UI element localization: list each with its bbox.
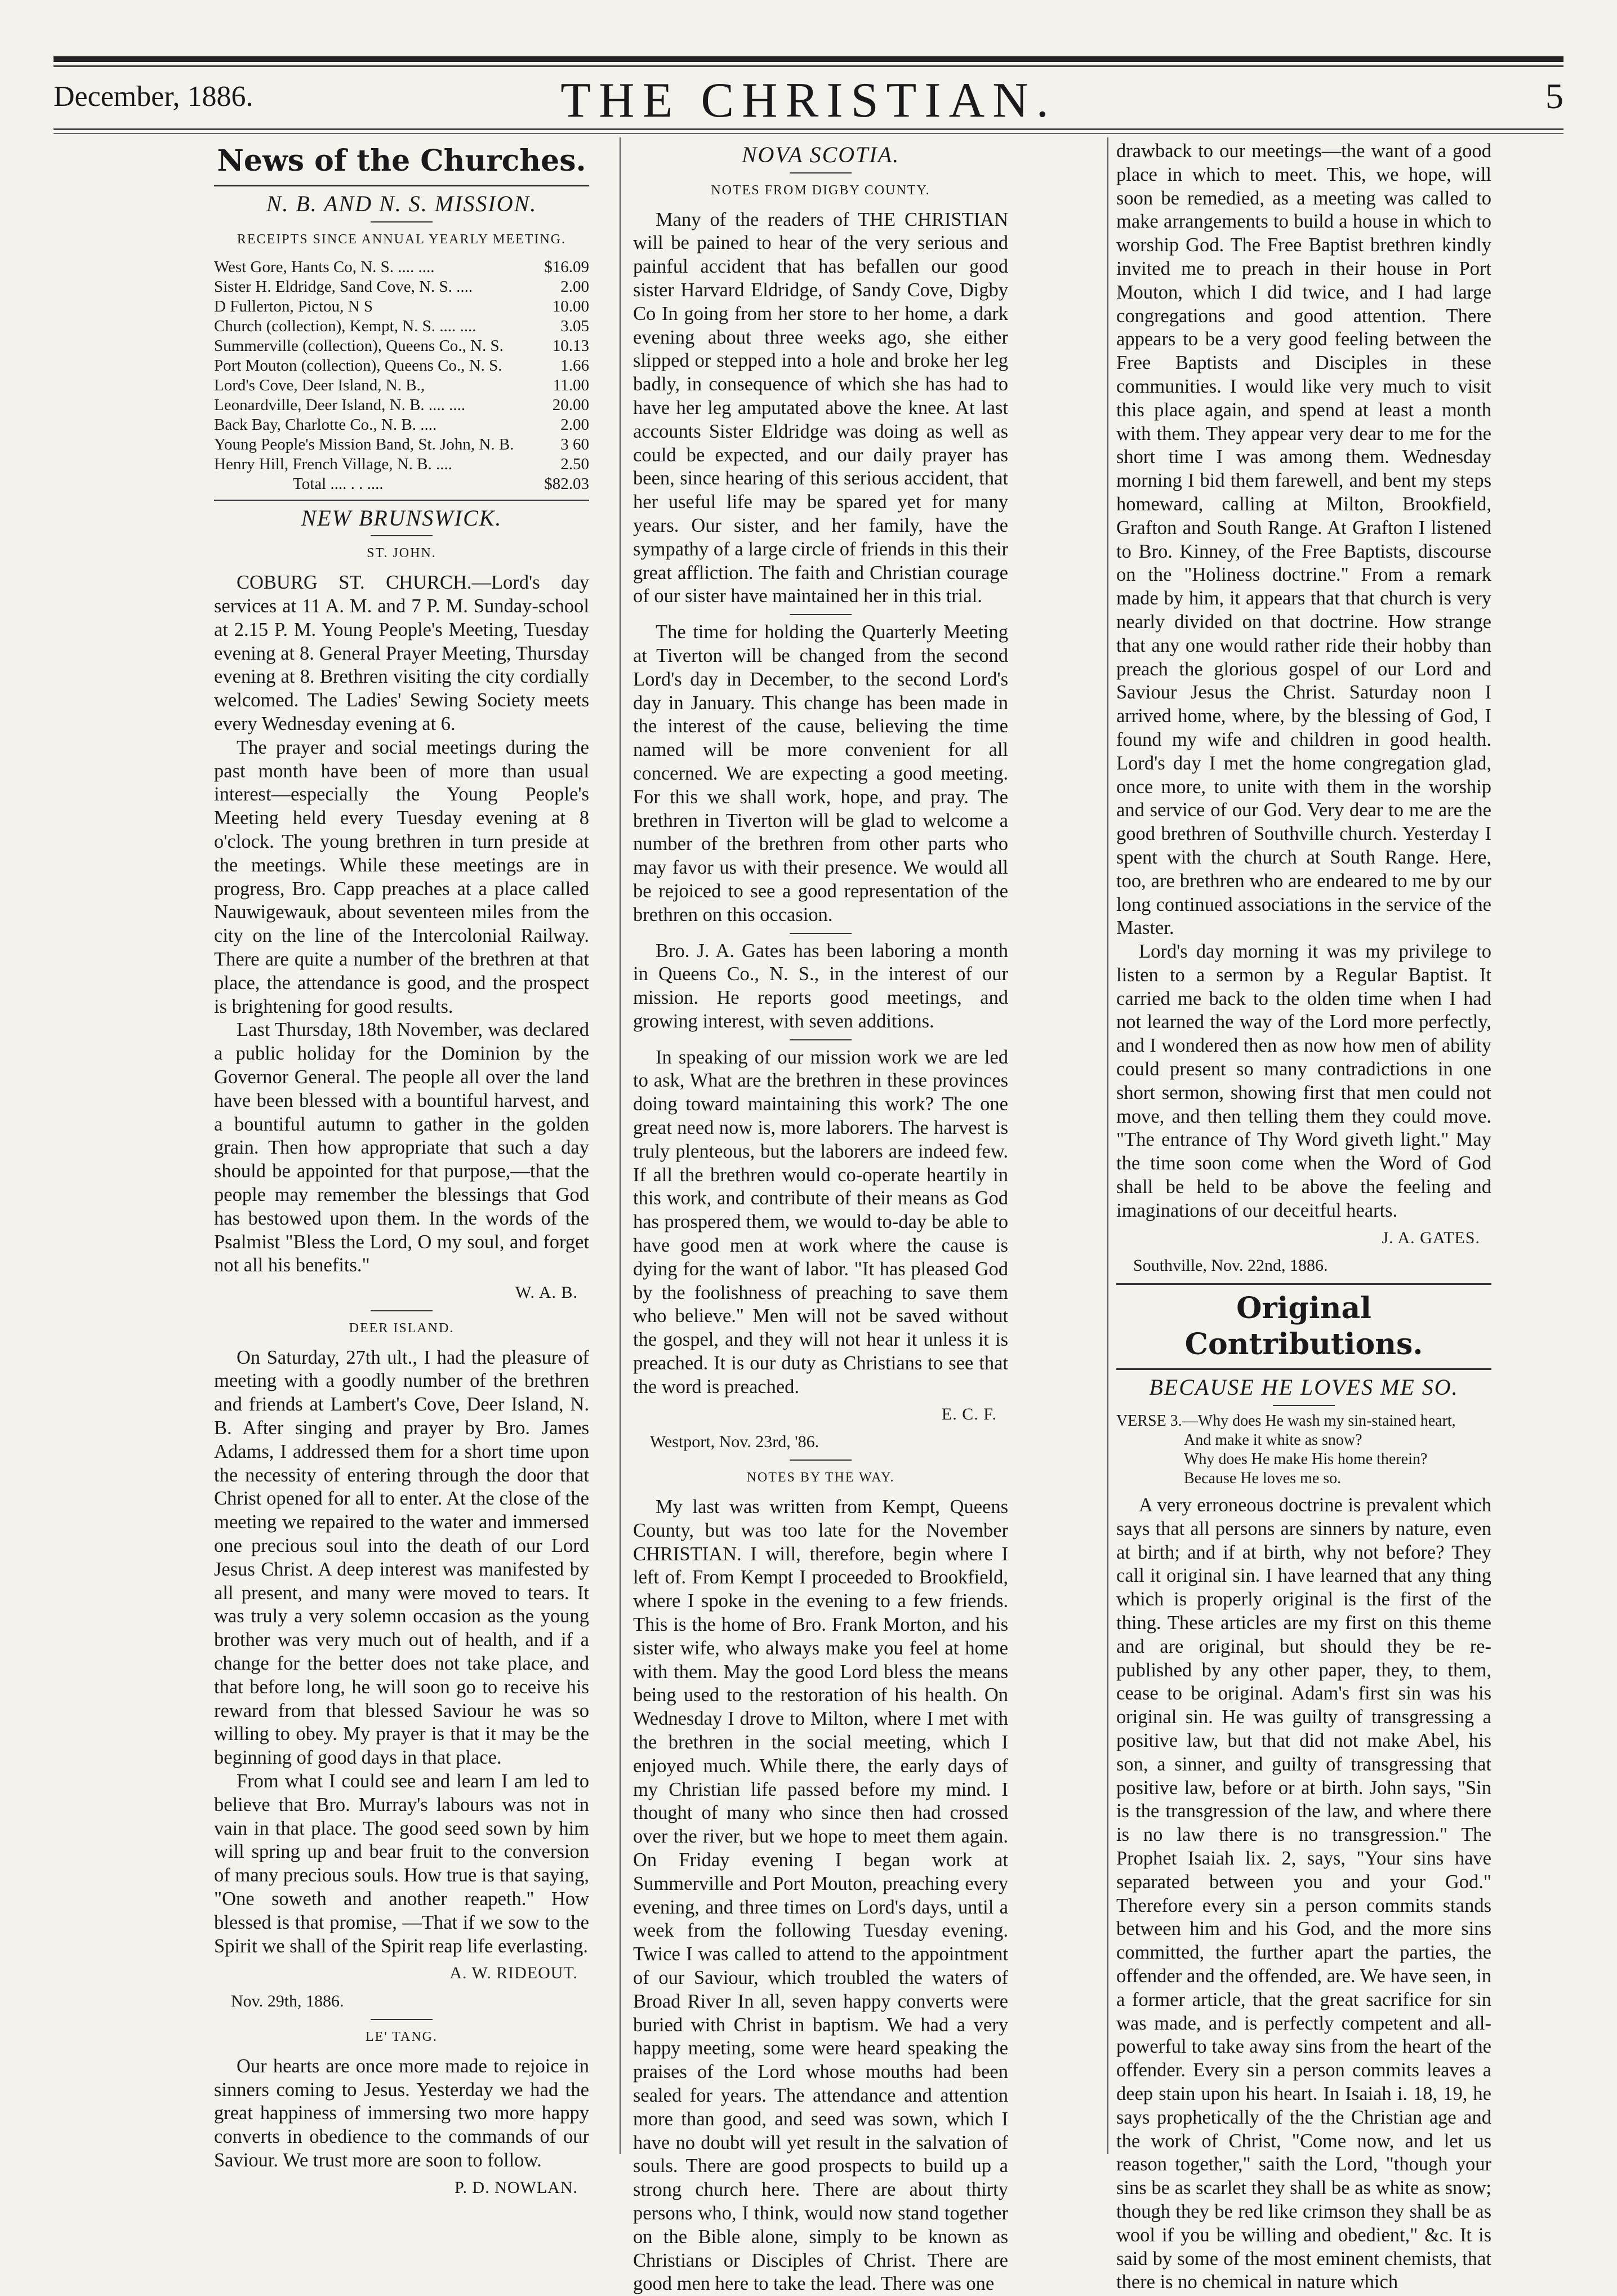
short-rule [790, 1039, 852, 1040]
section-heading-mission: N. B. AND N. S. MISSION. [266, 191, 537, 216]
receipt-row [214, 455, 589, 474]
receipt-name: Leonardville, Deer Island, N. B. .... .... [214, 395, 466, 414]
masthead-bottom-rule [54, 128, 1563, 130]
article-paragraph: On Saturday, 27th ult., I had the pleasure of meeting with a goodly number of the brethren and friends at Lambert's Cove, Deer Island, N. B. After singing and prayer by Bro. James Adams, I addressed them for a short time upon the necessity of entering through the door that Christ opened for all to enter. At the close of the meeting we repaired to the water and immersed one precious soul into the death of our Lord Jesus Christ. A deep interest was manifested by all present, and many were moved to tears. It was truly a very solemn occasion as the young brother was very much out of health, and if a change for the better does not take place, and that before long, he will soon go to receive his reward from that blessed Saviour he was so willing to obey. My prayer is that it may be the beginning of good days in that place. [214, 1346, 589, 1769]
article-paragraph: drawback to our meetings—the want of a good place in which to meet. This, we hope, will soon be remedied, as a meeting was called to make arrangements to build a house in which to worship God. The Free Baptist brethren kindly invited me to preach in their house in Port Mouton, which I did twice, and I had large congregations and good attention. There appears to be a very good feeling between the Free Baptists and Disciples in these communities. I would like very much to visit this place again, and spend at least a month with them. They appear very dear to me for the short time I was among them. Wednesday morning I bid them farewell, and bent my steps homeward, calling at Milton, Brookfield, Grafton and South Range. At Grafton I listened to Bro. Kinney, of the Free Baptists, discourse on the "Holiness doctrine." From a remark made by him, it appears that that church is very nearly divided on that doctrine. How strange that any one would rather ride their hobby than preach the glorious gospel of our Lord and Saviour Jesus the Christ. Saturday noon I arrived home, where, by the blessing of God, I found my wife and children in good health. Lord's day I met the home congregation glad, once more, to unite with them in the worship and service of our God. Very dear to me are the good brethren of Southville church. Yesterday I spent with the church at South Range. Here, too, are brethren who are endeared to me by our long continued associations in the service of the Master. [1116, 140, 1491, 939]
newspaper-title: THE CHRISTIAN. [560, 73, 1057, 128]
verse-line: Why does He make His home therein? [1184, 1450, 1428, 1469]
article-paragraph: My last was written from Kempt, Queens County, but was too late for the November CHRISTIAN. I will, therefore, begin where I left of. From Kempt I proceeded to Brookfield, where I spoke in the evening to a few friends. This is the home of Bro. Frank Morton, and his sister wife, who always make you feel at home with them. May the good Lord bless the means being used to the restoration of his health. On Wednesday I drove to Milton, where I met with the brethren in the social meeting, which I enjoyed much. While there, the early days of my Christian life passed before my mind. I thought of many who since then had crossed over the river, but we hope to meet them again. On Friday evening I began work at Summerville and Port Mouton, preaching every evening, and three times on Lord's days, until a week from the following Tuesday evening. Twice I was called to attend to the appointment of our Saviour, which troubled the waters of Broad River In all, seven happy converts were buried with Christ in baptism. We had a very happy meeting, some were heard speaking the praises of the Lord whose mouths had been sealed for years. The attendance and attention more than good, and seed was sown, which I have no doubt will yet result in the salvation of souls. There are good prospects to build up a strong church here. There are about thirty persons who, I think, would now stand together on the Bible alone, simply to be known as Christians or Disciples of Christ. There are good men here to take the lead. There was one [633, 1496, 1008, 2295]
page-number: 5 [1545, 76, 1563, 116]
dateline: Westport, Nov. 23rd, '86. [650, 1432, 819, 1452]
receipt-row [214, 336, 589, 356]
receipt-row [214, 376, 589, 395]
column-divider [620, 137, 621, 2154]
receipts-subheading: RECEIPTS SINCE ANNUAL YEARLY MEETING. [237, 232, 567, 247]
short-rule [371, 1310, 433, 1311]
short-rule [790, 1460, 852, 1461]
department-rule [1116, 1368, 1491, 1370]
short-rule [371, 221, 433, 223]
article-paragraph: The time for holding the Quarterly Meeting at Tiverton will be changed from the second Lord's day in December, to the second Lord's day in January. This change has been made in the interest of the cause, believing the time named will be more convenient for all concerned. We are expecting a good meeting. For this we shall work, hope, and pray. The brethren in Tiverton will be glad to welcome a number of the brethren from other parts who may favor us with their presence. We would all be rejoiced to see a good representation of the brethren on this occasion. [633, 621, 1008, 925]
receipt-name: Lord's Cove, Deer Island, N. B., [214, 376, 425, 394]
receipts-total-amount: $82.03 [544, 474, 589, 493]
short-rule [790, 614, 852, 615]
verse-line: And make it white as snow? [1184, 1431, 1362, 1449]
article-paragraph: Bro. J. A. Gates has been laboring a month in Queens Co., N. S., in the interest of our mission. He reports good meetings, and growing interest, with seven additions. [633, 940, 1008, 1032]
receipt-row [214, 435, 589, 455]
receipt-amount: 20.00 [552, 395, 589, 414]
short-rule [1273, 1405, 1335, 1406]
receipt-amount: 2.50 [560, 455, 589, 473]
masthead-bottom-rule-thin [54, 133, 1563, 134]
masthead-top-rule-thin [54, 65, 1563, 67]
article-paragraph: A very erroneous doctrine is prevalent which says that all persons are sinners by nature, even at birth; and if at birth, why not before? They call it original sin. I have learned that any thing which is properly original is the first of the thing. These articles are my first on this theme and are original, but should they be re-published by any other paper, they, to them, cease to be original. Adam's first sin was his original sin. He was guilty of transgressing a positive law, but that did not make Abel, his son, a sinner, and guilty of transgressing that positive law, before or at birth. John says, "Sin is the transgression of the law, and where there is no law there is no transgression." The Prophet Isaiah lix. 2, says, "Your sins have separated between you and your God." Therefore every sin a person commits stands between him and his God, and the more sins committed, the further apart the parties, the offender and the offended, are. We have seen, in a former article, that the great sacrifice for sin was made, and is perfectly competent and all-powerful to take away sins from the heart of the offender. Every sin a person commits leaves a deep stain upon his heart. In Isaiah i. 18, 19, he says prophetically of the the Christian age and the work of Christ, "Come now, and let us reason together," saith the Lord, "though your sins be as scarlet they shall be as white as snow; though they be red like crimson they shall be as wool if you be willing and obedient," &c. It is said by some of the most eminent chemists, that there is no chemical in nature which [1116, 1494, 1491, 2293]
article-paragraph: From what I could see and learn I am led to believe that Bro. Murray's labours was not in vain in that place. The good seed sown by him will spring up and bear fruit to the conversion of many precious souls. How true is that saying, "One soweth and another reapeth." How blessed is that promise, —That if we sow to the Spirit we shall of the Spirit reap life everlasting. [214, 1770, 589, 1957]
receipt-name: Back Bay, Charlotte Co., N. B. .... [214, 415, 437, 434]
author-signature: P. D. NOWLAN. [455, 2178, 578, 2197]
receipt-name: Church (collection), Kempt, N. S. .... .... [214, 317, 476, 335]
section-heading-new-brunswick: NEW BRUNSWICK. [301, 505, 502, 531]
receipt-name: Young People's Mission Band, St. John, N. B. [214, 435, 514, 453]
receipts-total-label: Total .... . . .... [293, 474, 384, 493]
short-rule [371, 2019, 433, 2020]
receipt-amount: 3 60 [560, 435, 589, 453]
column-1 [214, 140, 589, 2204]
receipt-row [214, 395, 589, 415]
receipt-row [214, 356, 589, 376]
subheading-letang: LE' TANG. [366, 2030, 438, 2044]
receipt-name: Port Mouton (collection), Queens Co., N. S. [214, 356, 502, 375]
verse-label: VERSE 3. [1116, 1412, 1182, 1430]
receipt-amount: $16.09 [544, 257, 589, 276]
section-heading-nova-scotia: NOVA SCOTIA. [741, 142, 900, 167]
article-heading: BECAUSE HE LOVES ME SO. [1149, 1374, 1459, 1400]
issue-date: December, 1886. [54, 81, 253, 113]
receipt-name: Summerville (collection), Queens Co., N. S. [214, 336, 504, 355]
receipt-row [214, 277, 589, 297]
article-paragraph: Our hearts are once more made to rejoice in sinners coming to Jesus. Yesterday we had the great happiness of immersing two more happy converts in obedience to the commands of our Saviour. We trust more are soon to follow. [214, 2055, 589, 2171]
receipt-amount: 1.66 [560, 356, 589, 375]
receipts-total-row [214, 474, 589, 494]
article-paragraph: COBURG ST. CHURCH.—Lord's day services at 11 A. M. and 7 P. M. Sunday-school at 2.15 P. M. Young People's Meeting, Tuesday evening at 8. General Prayer Meeting, Thursday evening at 8. Brethren visiting the city cordially welcomed. The Ladies' Sewing Society meets every Wednesday evening at 6. [214, 572, 589, 735]
dateline: Southville, Nov. 22nd, 1886. [1133, 1256, 1328, 1275]
subheading-digby: NOTES FROM DIGBY COUNTY. [711, 183, 930, 198]
department-heading-news: News of the Churches. [217, 144, 586, 178]
receipt-amount: 2.00 [560, 415, 589, 434]
receipt-amount: 2.00 [560, 277, 589, 296]
dateline: Nov. 29th, 1886. [231, 1992, 344, 2011]
section-rule [214, 500, 589, 501]
column-3 [1116, 140, 1491, 2294]
receipt-row [214, 297, 589, 317]
short-rule [790, 172, 852, 173]
receipt-name: Henry Hill, French Village, N. B. .... [214, 455, 452, 473]
short-rule [371, 535, 433, 536]
subheading-st-john: ST. JOHN. [367, 546, 436, 561]
column-divider [1107, 137, 1108, 2154]
masthead [54, 72, 1563, 128]
verse-line: —Why does He wash my sin-stained heart, [1182, 1412, 1456, 1430]
author-signature: E. C. F. [941, 1404, 997, 1423]
verse-line: Because He loves me so. [1184, 1470, 1342, 1488]
receipts-table [214, 257, 589, 494]
article-paragraph: Lord's day morning it was my privilege to listen to a sermon by a Regular Baptist. It carried me back to the olden time when I had not learned the way of the Lord more perfectly, and I wondered then as now how men of ability could present so many contradictions in one short sermon, showing first that men could not move, and then telling them they could move. "The entrance of Thy Word giveth light." May the time soon come when the Word of God shall be held to be above the feeling and imaginations of our deceitful hearts. [1116, 941, 1491, 1221]
author-signature: A. W. RIDEOUT. [449, 1964, 578, 1983]
verse-quote [1116, 1412, 1491, 1488]
article-paragraph: In speaking of our mission work we are led to ask, What are the brethren in these provinces doing toward maintaining this work? The one great need now is, more laborers. The harvest is truly plenteous, but the laborers are indeed few. If all the brethren would co-operate heartily in this work, and contribute of their means as God has prospered them, we would to-day be able to have good men at work where the cause is dying for the want of labor. "It has pleased God by the foolishness of preaching to save them who believe." Men will not be saved without the gospel, and they will not hear it unless it is preached. It is our duty as Christians to see that the word is preached. [633, 1046, 1008, 1398]
column-2 [633, 140, 1008, 2296]
article-paragraph: The prayer and social meetings during the past month have been of more than usual interest—especially the Young People's Meeting held every Tuesday evening at 8 o'clock. The young brethren in turn preside at the meetings. While these meetings are in progress, Bro. Capp preaches at a place called Nauwigewauk, about seventeen miles from the city on the line of the Intercolonial Railway. There are quite a number of the brethren at that place, the attendance is good, and the prospect is brightening for good results. [214, 736, 589, 1017]
subheading-notes-by-the-way: NOTES BY THE WAY. [746, 1470, 895, 1485]
short-rule [790, 933, 852, 934]
receipt-name: Sister H. Eldridge, Sand Cove, N. S. .... [214, 277, 473, 296]
receipt-name: D Fullerton, Pictou, N S [214, 297, 373, 315]
receipt-amount: 10.13 [552, 336, 589, 355]
department-rule [214, 185, 589, 186]
receipt-row [214, 415, 589, 435]
department-heading-original-contributions: Original Contributions. [1184, 1291, 1423, 1362]
receipt-row [214, 317, 589, 336]
subheading-deer-island: DEER ISLAND. [349, 1320, 455, 1336]
masthead-top-rule [54, 56, 1563, 62]
receipt-row [214, 257, 589, 277]
article-paragraph: Many of the readers of THE CHRISTIAN will be pained to hear of the very serious and painful accident that has befallen our good sister Harvard Eldridge, of Sandy Cove, Digby Co In going from her store to her home, a dark evening about three weeks ago, she either slipped or stepped into a hole and broke her leg badly, in consequence of which she has had to have her leg amputated above the knee. At last accounts Sister Eldridge was doing as well as could be expected, and our daily prayer has been, since hearing of this serious accident, that her useful life may be spared yet for many years. Our sister, and her family, have the sympathy of a large circle of friends in this their great affliction. The faith and Christian courage of our sister have maintained her in this trial. [633, 208, 1008, 607]
department-rule [1116, 1283, 1491, 1285]
receipt-name: West Gore, Hants Co, N. S. .... .... [214, 257, 435, 276]
receipt-amount: 3.05 [560, 317, 589, 335]
receipt-amount: 11.00 [553, 376, 589, 394]
receipt-amount: 10.00 [552, 297, 589, 315]
author-signature: W. A. B. [515, 1283, 578, 1302]
article-paragraph: Last Thursday, 18th November, was declared a public holiday for the Dominion by the Governor General. The people all over the land have been blessed with a bountiful harvest, and a bountiful autumn to gather in the golden grain. Then how appropriate that such a day should be appointed for that purpose,—that the people may remember the blessings that God has bestowed upon them. In the words of the Psalmist "Bless the Lord, O my soul, and forget not all his benefits." [214, 1019, 589, 1276]
author-signature: J. A. GATES. [1382, 1228, 1480, 1247]
